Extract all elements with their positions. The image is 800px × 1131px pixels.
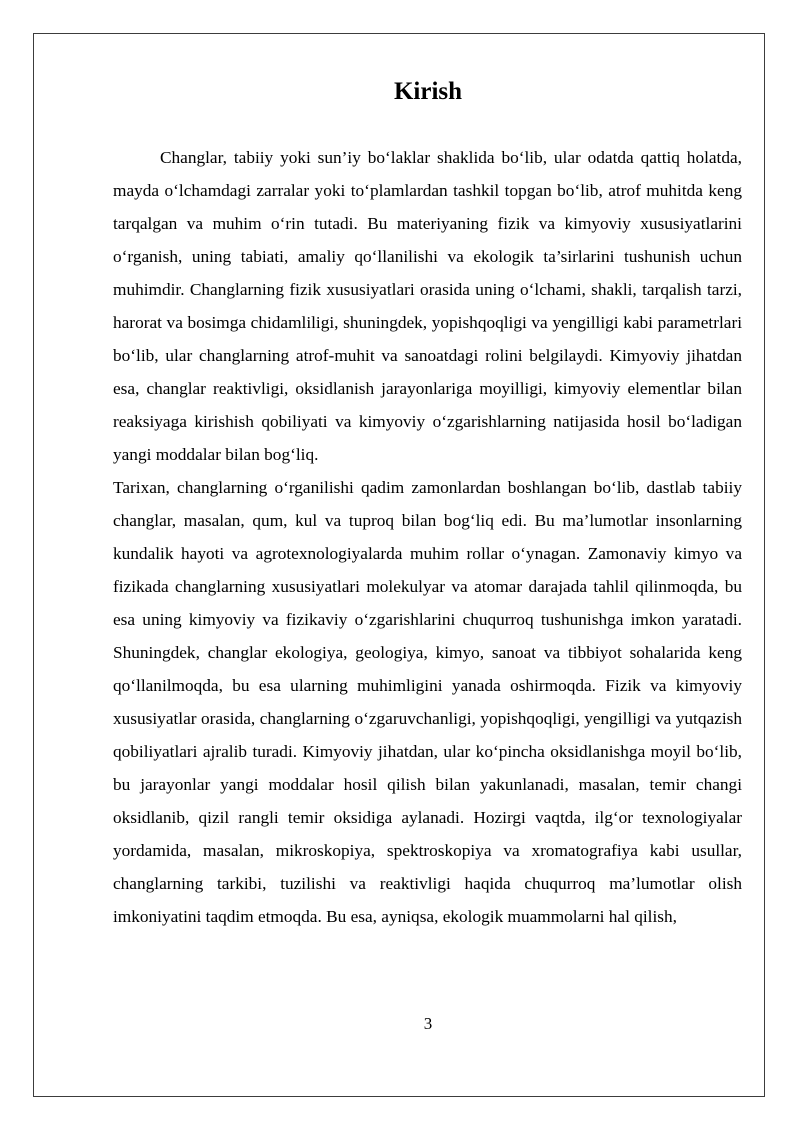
paragraph-1: Changlar, tabiiy yoki sun’iy bo‘laklar shaklida bo‘lib, ular odatda qattiq holatda, mayda o‘lchamdagi zarralar yoki to‘plamlardan tashkil topgan bo‘lib, atrof muhitda keng tarqalgan va muhim o‘rin tutadi. Bu materiyaning fizik va kimyoviy xususiyatlarini o‘rganish, uning tabiati, amaliy qo‘llanilishi va ekologik ta’sirlarini tushunish uchun muhimdir. Changlarning fizik xususiyatlari orasida uning o‘lchami, shakli, tarqalish tarzi, harorat va bosimga chidamliligi, shuningdek, yopishqoqligi va yengilligi kabi parametrlari bo‘lib, ular changlarning atrof-muhit va sanoatdagi rolini belgilaydi. Kimyoviy jihatdan esa, changlar reaktivligi, oksidlanish jarayonlariga moyilligi, kimyoviy elementlar bilan reaksiyaga kirishish qobiliyati va kimyoviy o‘zgarishlarning natijasida hosil bo‘ladigan yangi moddalar bilan bog‘liq.	[113, 148, 742, 464]
page-number: 3	[423, 1014, 433, 1033]
page-title: Kirish	[393, 78, 463, 105]
document-body	[113, 141, 742, 933]
paragraph-2: Tarixan, changlarning o‘rganilishi qadim zamonlardan boshlangan bo‘lib, dastlab tabiiy changlar, masalan, qum, kul va tuproq bilan bog‘liq edi. Bu ma’lumotlar insonlarning kundalik hayoti va agrotexnologiyalarda muhim rollar o‘ynagan. Zamonaviy kimyo va fizikada changlarning xususiyatlari molekulyar va atomar darajada tahlil qilinmoqda, bu esa uning kimyoviy va fizikaviy o‘zgarishlarini chuqurroq tushunishga imkon yaratadi. Shuningdek, changlar ekologiya, geologiya, kimyo, sanoat va tibbiyot sohalarida keng qo‘llanilmoqda, bu esa ularning muhimligini yanada oshirmoqda. Fizik va kimyoviy xususiyatlar orasida, changlarning o‘zgaruvchanligi, yopishqoqligi, yengilligi va yutqazish qobiliyatlari ajralib turadi. Kimyoviy jihatdan, ular ko‘pincha oksidlanishga moyil bo‘lib, bu jarayonlar yangi moddalar hosil qilish bilan yakunlanadi, masalan, temir changi oksidlanib, qizil rangli temir oksidiga aylanadi. Hozirgi vaqtda, ilg‘or texnologiyalar yordamida, masalan, mikroskopiya, spektroskopiya va xromatografiya kabi usullar, changlarning tarkibi, tuzilishi va reaktivligi haqida chuqurroq ma’lumotlar olish imkoniyatini taqdim etmoqda. Bu esa, ayniqsa, ekologik muammolarni hal qilish,	[113, 478, 742, 926]
